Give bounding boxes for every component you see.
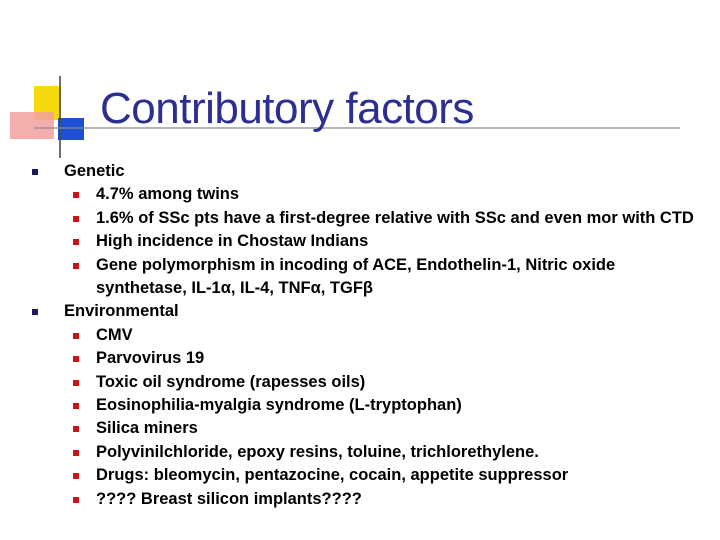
bullet-item (32, 371, 702, 394)
level2-bullet-icon (73, 473, 79, 479)
section-heading-genetic (32, 160, 702, 183)
bullet-text: Toxic oil syndrome (rapesses oils) (96, 372, 366, 391)
bullet-text: CMV (96, 325, 133, 344)
bullet-item (32, 488, 702, 511)
level2-bullet-icon (73, 403, 79, 409)
level2-bullet-icon (73, 333, 79, 339)
bullet-item (32, 347, 702, 370)
level2-bullet-icon (73, 239, 79, 245)
bullet-text: 4.7% among twins (96, 185, 240, 204)
bullet-text: Silica miners (96, 419, 198, 438)
bullet-item (32, 183, 702, 206)
bullet-item (32, 324, 702, 347)
bullet-text: ???? Breast silicon implants???? (96, 489, 362, 508)
bullet-item (32, 417, 702, 440)
level2-bullet-icon (73, 380, 79, 386)
level1-bullet-icon (32, 169, 38, 175)
decor-red-square (10, 112, 54, 139)
bullet-item (32, 254, 702, 301)
bullet-text: High incidence in Chostaw Indians (96, 232, 369, 251)
level2-bullet-icon (73, 356, 79, 362)
level1-bullet-icon (32, 309, 38, 315)
bullet-text: 1.6% of SSc pts have a first-degree relative with SSc and even mor with CTD (96, 208, 694, 227)
bullet-text: Polyvinilchloride, epoxy resins, toluine, trichlorethylene. (96, 442, 539, 461)
bullet-item (32, 441, 702, 464)
bullet-text: Gene polymorphism in incoding of ACE, Endothelin-1, Nitric oxide synthetase, IL-1α, IL-4, TNFα, TGFβ (96, 255, 616, 298)
level2-bullet-icon (73, 192, 79, 198)
decor-blue-square (58, 118, 84, 140)
bullet-text: Eosinophilia-myalgia syndrome (L-tryptophan) (96, 396, 462, 415)
section-label: Genetic (64, 162, 125, 180)
bullet-item (32, 230, 702, 253)
level2-bullet-icon (73, 450, 79, 456)
section-heading-environmental (32, 300, 702, 323)
slide-title: Contributory factors (100, 84, 474, 133)
level2-bullet-icon (73, 426, 79, 432)
level2-bullet-icon (73, 263, 79, 269)
level2-bullet-icon (73, 216, 79, 222)
bullet-list (32, 160, 702, 511)
level2-bullet-icon (73, 497, 79, 503)
bullet-item (32, 394, 702, 417)
bullet-text: Drugs: bleomycin, pentazocine, cocain, appetite suppressor (96, 466, 569, 485)
section-label: Environmental (64, 302, 179, 321)
bullet-item (32, 207, 702, 230)
bullet-item (32, 464, 702, 487)
bullet-text: Parvovirus 19 (96, 349, 205, 368)
